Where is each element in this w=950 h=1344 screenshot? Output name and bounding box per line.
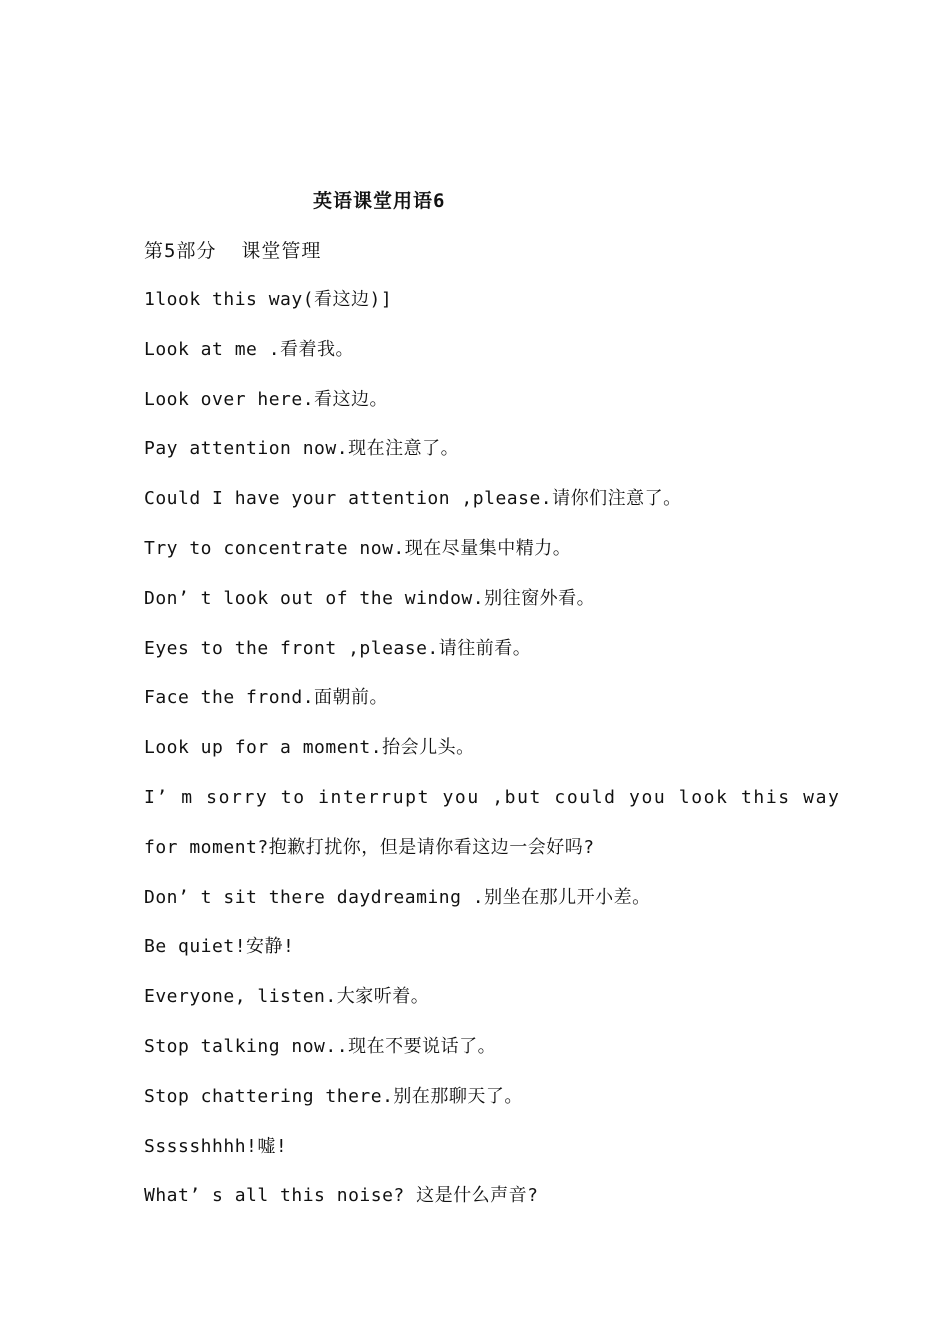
phrase-line: Look at me .看着我。 bbox=[144, 338, 355, 360]
phrase-line: Look up for a moment.抬会儿头。 bbox=[144, 737, 475, 759]
phrase-line: Pay attention now.现在注意了。 bbox=[144, 438, 460, 460]
section-heading: 第5部分 课堂管理 bbox=[144, 240, 322, 262]
phrase-line: Could I have your attention ,please.请你们注意了。 bbox=[144, 488, 682, 510]
phrase-line: Don’ t sit there daydreaming .别坐在那儿开小差。 bbox=[144, 886, 651, 908]
phrase-line: Everyone, listen.大家听着。 bbox=[144, 986, 430, 1008]
document-title: 英语课堂用语6 bbox=[313, 190, 446, 212]
phrase-line: Try to concentrate now.现在尽量集中精力。 bbox=[144, 537, 572, 559]
phrase-line: Face the frond.面朝前。 bbox=[144, 687, 389, 709]
phrase-list bbox=[144, 286, 841, 1232]
phrase-line: Stop talking now..现在不要说话了。 bbox=[144, 1035, 497, 1057]
phrase-line: Look over here.看这边。 bbox=[144, 388, 389, 410]
phrase-line: for moment?抱歉打扰你，但是请你看这边一会好吗? bbox=[144, 836, 595, 858]
phrase-line: Don’ t look out of the window.别往窗外看。 bbox=[144, 587, 596, 609]
phrase-line: Ssssshhhh!嘘! bbox=[144, 1135, 288, 1157]
phrase-line: Eyes to the front ,please.请往前看。 bbox=[144, 637, 532, 659]
phrase-line: I’ m sorry to interrupt you ,but could you look this way bbox=[144, 786, 841, 808]
phrase-line: What’ s all this noise? 这是什么声音? bbox=[144, 1185, 539, 1207]
phrase-line: Be quiet!安静! bbox=[144, 936, 295, 958]
phrase-line: 1look this way(看这边)] bbox=[144, 289, 393, 310]
phrase-line: Stop chattering there.别在那聊天了。 bbox=[144, 1085, 523, 1107]
